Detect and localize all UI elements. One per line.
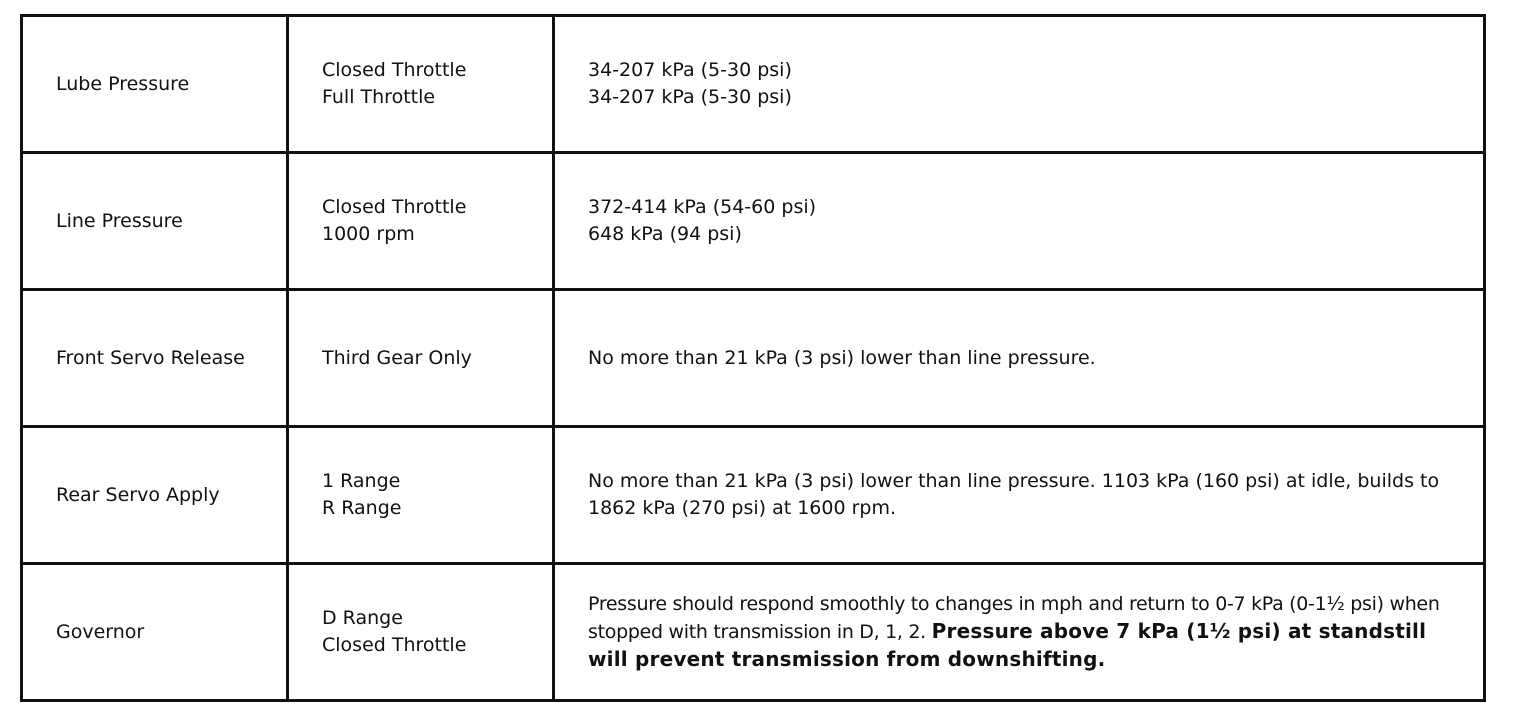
table-row [22,153,1485,290]
condition-line: Closed Throttle [322,196,467,218]
test-name: Governor [56,620,145,643]
test-name-cell [22,427,288,564]
condition-cell [288,153,554,290]
result-line: 648 kPa (94 psi) [588,223,742,245]
table-row [22,290,1485,427]
result-line: 34-207 kPa (5-30 psi) [588,86,792,108]
table-row [22,564,1485,701]
result-text: No more than 21 kPa (3 psi) lower than line pressure. 1103 kPa (160 psi) at idle, builds to 1862 kPa (270 psi) at 1600 rpm. [588,470,1440,519]
test-name: Rear Servo Apply [56,483,220,506]
test-name-cell [22,16,288,153]
condition-line: 1 Range [322,470,401,492]
test-name: Front Servo Release [56,346,245,369]
condition-line: 1000 rpm [322,223,415,245]
condition-cell [288,564,554,701]
result-cell [554,290,1485,427]
condition-line: Closed Throttle [322,59,467,81]
condition-line: Full Throttle [322,86,436,108]
condition-line: R Range [322,497,402,519]
condition-cell [288,427,554,564]
condition-line: Third Gear Only [322,346,472,369]
test-name-cell [22,564,288,701]
result-cell [554,16,1485,153]
test-name-cell [22,290,288,427]
warning-text: Pressure above 7 kPa (1½ psi) at standstill will prevent transmission from downshifting. [588,618,1427,671]
result-line: 372-414 kPa (54-60 psi) [588,196,817,218]
condition-line: Closed Throttle [322,634,467,656]
condition-cell [288,290,554,427]
result-cell [554,427,1485,564]
table-row [22,427,1485,564]
test-name: Line Pressure [56,209,183,232]
pressure-spec-table [20,14,1486,702]
condition-cell [288,16,554,153]
result-line: 34-207 kPa (5-30 psi) [588,59,792,81]
condition-line: D Range [322,607,403,629]
result-cell [554,564,1485,701]
result-line: No more than 21 kPa (3 psi) lower than line pressure. [588,346,1096,369]
test-name: Lube Pressure [56,72,190,95]
result-cell [554,153,1485,290]
table-row [22,16,1485,153]
result-text: Pressure should respond smoothly to changes in mph and return to 0-7 kPa (0-1½ psi) when stopped with transmission in D, 1, 2. [588,592,1440,643]
test-name-cell [22,153,288,290]
